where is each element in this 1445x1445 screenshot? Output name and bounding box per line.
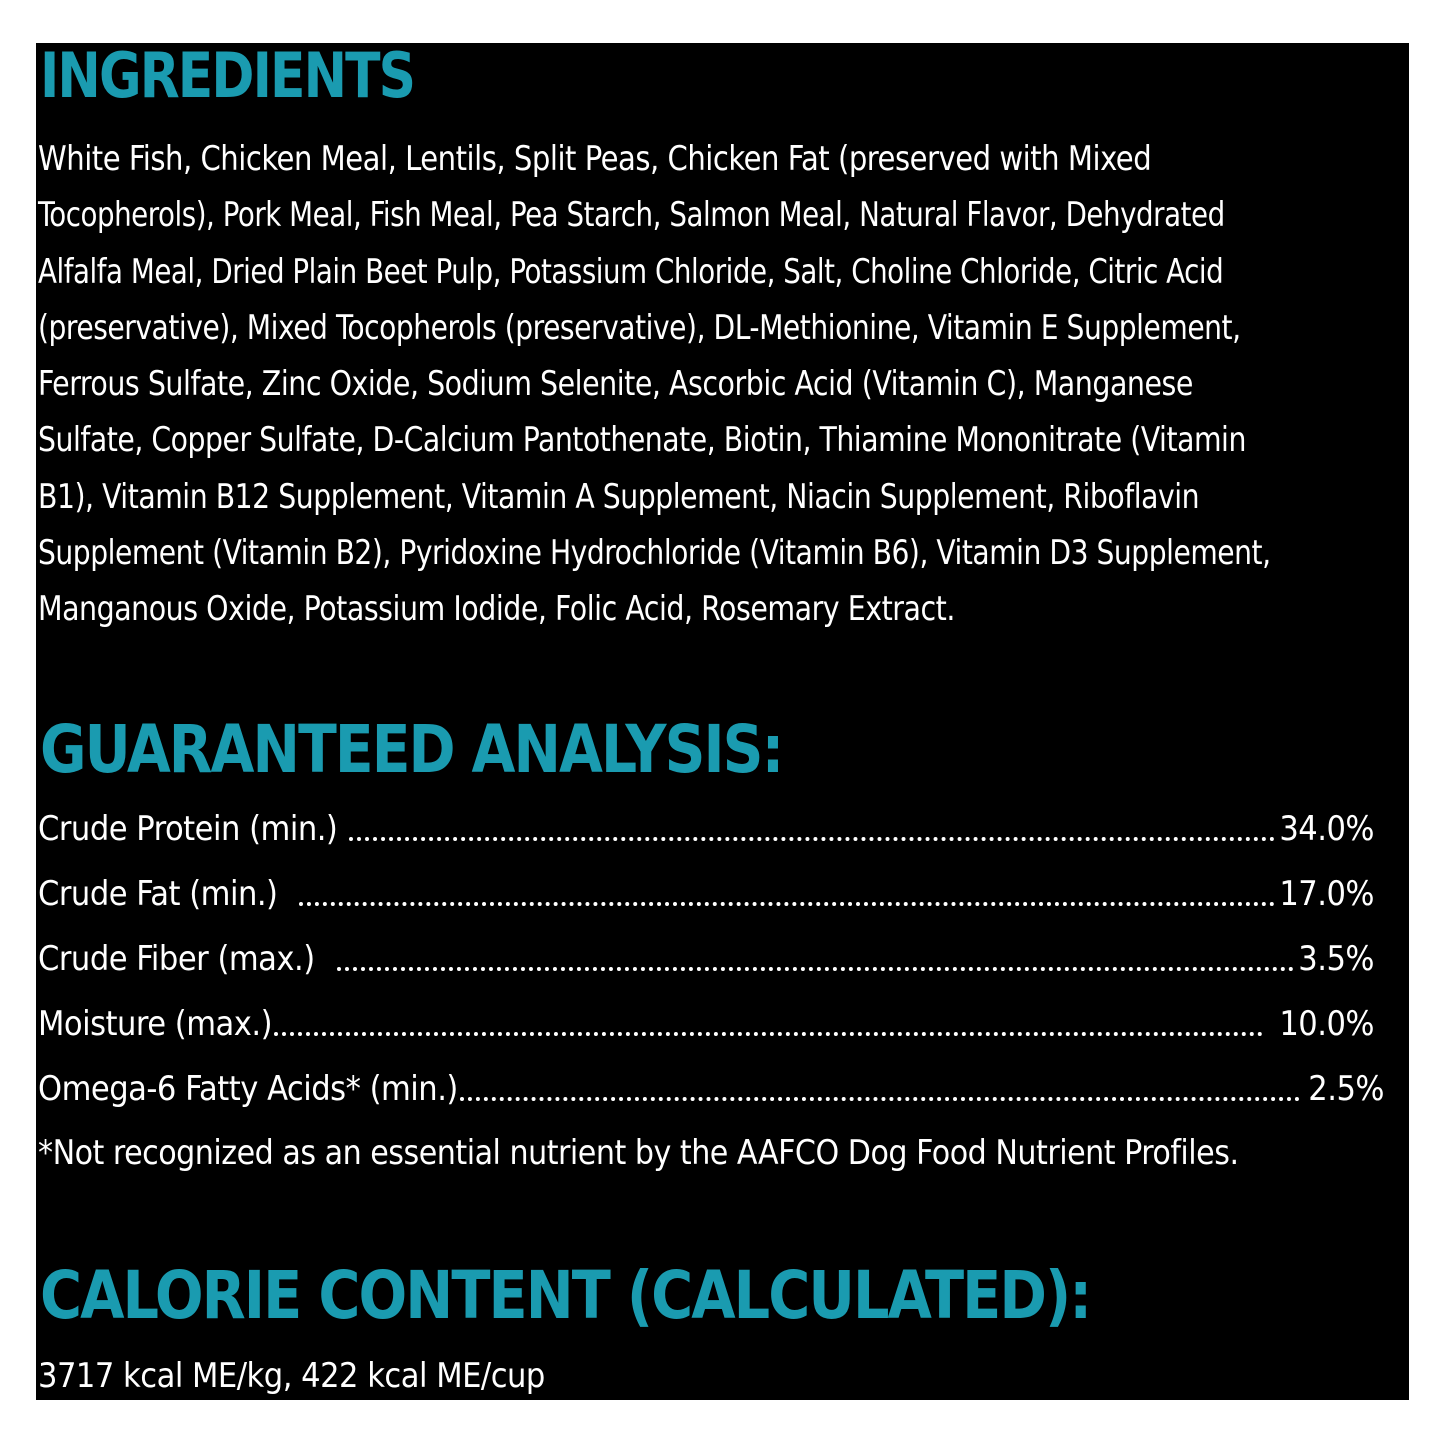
analysis-row-label: Crude Fat (min.): [38, 874, 278, 914]
calorie-content-text: 3717 kcal ME/kg, 422 kcal ME/cup: [38, 1356, 545, 1396]
dot-leader: [349, 837, 1275, 841]
guaranteed-analysis-heading: GUARANTEED ANALYSIS:: [40, 711, 783, 788]
analysis-row-crude-fiber: [38, 934, 1374, 984]
aafco-footnote: *Not recognized as an essential nutrient by the AAFCO Dog Food Nutrient Profiles.: [38, 1133, 1239, 1173]
analysis-row-value: 10.0%: [1279, 1004, 1374, 1044]
analysis-row-omega-6: [38, 1064, 1384, 1114]
analysis-row-label: Crude Fiber (max.): [38, 939, 315, 979]
dot-leader: [460, 1097, 1300, 1101]
analysis-row-value: 2.5%: [1308, 1069, 1384, 1109]
ingredients-line: Alfalfa Meal, Dried Plain Beet Pulp, Potassium Chloride, Salt, Choline Chloride, Citric Acid: [38, 251, 1224, 292]
dot-leader: [274, 1032, 1263, 1036]
ingredients-line: B1), Vitamin B12 Supplement, Vitamin A Supplement, Niacin Supplement, Riboflavin: [38, 476, 1200, 517]
analysis-row-value: 17.0%: [1279, 874, 1374, 914]
ingredients-text: [38, 131, 1410, 638]
ingredients-line: Tocopherols), Pork Meal, Fish Meal, Pea Starch, Salmon Meal, Natural Flavor, Dehydrated: [38, 195, 1225, 236]
label-panel: [36, 39, 1409, 1400]
analysis-row-label: Omega-6 Fatty Acids* (min.): [38, 1069, 458, 1109]
ingredients-line: (preservative), Mixed Tocopherols (preservative), DL-Methionine, Vitamin E Supplement,: [38, 307, 1241, 348]
dot-leader: [337, 967, 1295, 971]
ingredients-line: Manganous Oxide, Potassium Iodide, Folic Acid, Rosemary Extract.: [38, 589, 955, 630]
analysis-row-value: 34.0%: [1279, 809, 1374, 849]
ingredients-line: Sulfate, Copper Sulfate, D-Calcium Pantothenate, Biotin, Thiamine Mononitrate (Vitamin: [38, 420, 1246, 461]
calorie-content-heading: CALORIE CONTENT (CALCULATED):: [40, 1257, 1091, 1334]
analysis-row-crude-protein: [38, 804, 1374, 854]
analysis-row-label: Crude Protein (min.): [38, 809, 338, 849]
ingredients-line: Ferrous Sulfate, Zinc Oxide, Sodium Selenite, Ascorbic Acid (Vitamin C), Manganese: [38, 364, 1193, 405]
ingredients-line: Supplement (Vitamin B2), Pyridoxine Hydrochloride (Vitamin B6), Vitamin D3 Supplement,: [38, 533, 1271, 574]
ingredients-line: White Fish, Chicken Meal, Lentils, Split Peas, Chicken Fat (preserved with Mixed: [38, 139, 1152, 179]
ingredients-heading: INGREDIENTS: [40, 39, 415, 112]
analysis-row-crude-fat: [38, 869, 1374, 919]
analysis-row-label: Moisture (max.): [38, 1004, 273, 1044]
dot-leader: [299, 902, 1275, 906]
analysis-row-value: 3.5%: [1298, 939, 1374, 979]
analysis-row-moisture: [38, 999, 1374, 1049]
